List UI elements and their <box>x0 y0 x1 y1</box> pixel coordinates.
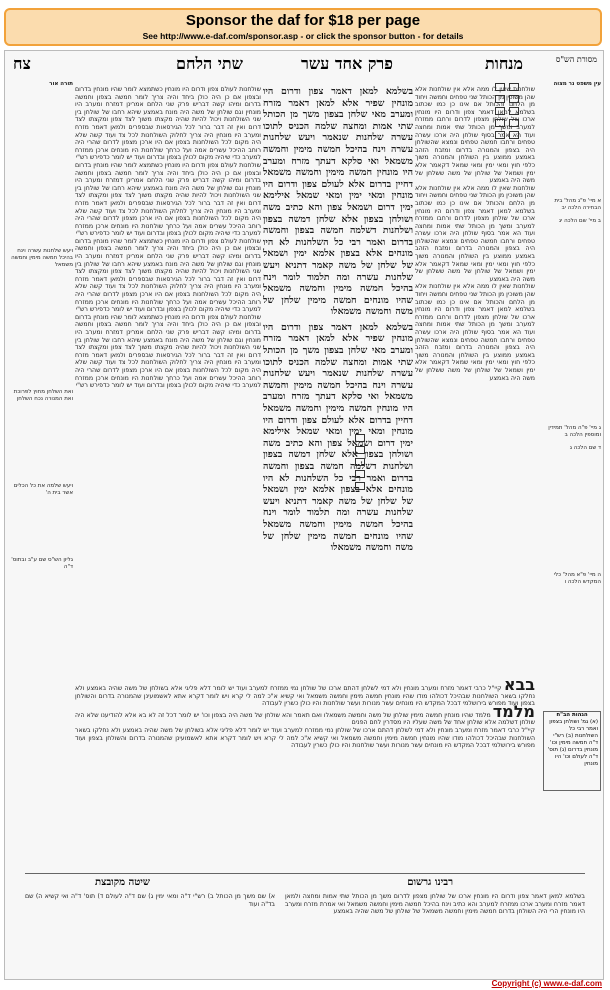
lower-commentary <box>75 681 535 881</box>
sponsor-subtitle[interactable]: See http://www.e-daf.com/sponsor.asp - or click the sponsor button - for details <box>142 31 464 41</box>
talmud-page <box>4 50 604 980</box>
hagahot-box <box>543 711 601 791</box>
left-margin-note-4: גליון הש"ס שם ע"ב ובתוס' ד"ה <box>11 557 73 570</box>
divider-rule <box>25 873 585 874</box>
tosafot-text: שולחנות לעולם צפון ודרום היו מונחין כשתמצא לומר שהיו מונחין בדרום ובצפון אם כן היה כולן ביחד והיה צריך לומר חמשה בצפון וחמשה בדרום ומיהו קשה דבריש פרק שני הלחם אמרינן דמזרח ומערב היו מונחין וגם שולחן של משה היה מונח באמצע שיהא רחבו של שולחן בין שני השולחנות ויכול להיות שהיה מקצתו משוך לצד צפון ומקצתו לצד דרום ואין זה דבר ברור לכל הגירסאות שבספרים ולמאן דאמר מזרח ומערב היו מונחין היה צריך לחלוק השולחנות לכל צד ועוד קשה שלא היה מקום לכל השולחנות בצפון אם היו ארכן מצפון לדרום שהרי היה רוחב ההיכל עשרים אמה ועל כרחך שולחנות היו מונחים ארכן ממזרח למערב כדי שיהיה מקום לכולן בצפון ובדרום ועוד יש לומר כדפירש רש"י <box>75 86 261 162</box>
rashi-column <box>415 86 535 611</box>
left-margin-column <box>7 81 73 851</box>
copyright-link[interactable]: Copyright (c) www.e-daf.com <box>491 979 602 988</box>
shita-mekubetzet-column <box>25 893 275 975</box>
tosafot-column <box>75 86 261 686</box>
masoret-hashas-label: מסורת הש"ס <box>555 55 597 64</box>
lower-text-1 <box>75 681 535 708</box>
sponsor-title[interactable]: Sponsor the daf for $18 per page <box>185 12 421 29</box>
header-daf-number: צח <box>13 54 31 73</box>
header-tractate: מנחות <box>484 54 523 73</box>
tables-diagram <box>495 83 521 151</box>
rashi-text: שולחנות שאין לו ממה אלא אין שולחנות אלא שהן משוכין מן הכותל שני טפחים וחמשה ויחוד מן הלחם והכותל אם אינו כן כמו שכתוב בשלמא למאן דאמר צפון ודרום היו מונחין ארכו של שולחן מצפון לדרום ורחבו ממזרח למערב ומשך מן הכותל שתי אמות ומחצה ועוד הא אמר בסוף שולחן היה ארכו עשרה טפחים ורחבו חמשה טפחים ונמצא שהשולחן היה בצפון והמנורה בדרום ומזבח הזהב באמצע ממוצע בין השולחן והמנורה משוך כלפי חוץ ומאי ימין ומאי שמאל דקאמר אלא ימין ושמאל של שולחן של משה ששלחן של משה היה באמצע <box>415 86 535 185</box>
lower-text-3: קיי"ל כרבי דאמר מזרח ומערב מונחין ולא דמי לשלחן דהתם ארכו של שולחן נמי ממזרח למערב ועוד יש לומר דלא פליגי אלא בשולחן של משה שהיה באמצע ולא נחלקו בשאר השולחנות שבהיכל דכולהו מודו שהיו מונחין חמשה מימין וחמשה משמאל ואי קשיא א"כ למה לי קרא ויש לומר דקרא אתא לאשמועינן שהמנורה בדרום והשולחן בצפון ועוד מפורש בירושלמי דבכל המקדש היו מונחים עשר מנורות ועשר שולחנות והיו כולן כשרין לעבודה <box>75 726 535 750</box>
gemara-text: בשלמא למאן דאמר צפון ודרום היו מונחין שפיר אלא למאן דאמר מזרח ומערב מאי שלחן בצפון משך מן הכותל שתי אמות ומחצה שלמה הכניס לתוכו עשרה שלחנות שנאמר ויעש שלחנות עשרה וינח בהיכל חמשה מימין וחמשה משמאל ואי סלקא דעתך מזרח ומערב היו מונחין חמשה מימין וחמשה משמאל דחיין בדרום אלא לעולם צפון ודרום היו מונחין ומאי ימין ומאי שמאל אילימא ימין דרום ושמאל צפון והא כתיב משה ושולחן בצפון אלא שלחן דמשה בצפון ושלחנות דשלמה חמשה בצפון וחמשה בדרום ואמר רבי כל השלחנות לא היו מונחים אלא בצפון אלמא ימין ושמאל של שלחן של משה קאמר דתניא ויעש שלחנות עשרה ומה תלמוד לומר וינח בהיכל חמשה מימין וחמשה משמאל שהיו מונחים חמשה מימין שלחן של משה וחמשה משמאלו <box>263 86 413 318</box>
ein-mishpat-item-1: א מיי' פ"ג מהל' בית הבחירה הלכה יב <box>554 198 601 211</box>
tosafot-text-repeat: שולחנות לעולם צפון ודרום היו מונחין כשתמצא לומר שהיו מונחין בדרום ובצפון אם כן היה כולן ביחד והיה צריך לומר חמשה בצפון וחמשה בדרום ומיהו קשה דבריש פרק שני הלחם אמרינן דמזרח ומערב היו מונחין וגם שולחן של משה היה מונח באמצע שיהא רחבו של שולחן בין שני השולחנות ויכול להיות שהיה מקצתו משוך לצד צפון ומקצתו לצד דרום ואין זה דבר ברור לכל הגירסאות שבספרים ולמאן דאמר מזרח ומערב היו מונחין היה צריך לחלוק השולחנות לכל צד ועוד קשה שלא היה מקום לכל השולחנות בצפון אם היו ארכן מצפון לדרום שהרי היה רוחב ההיכל עשרים אמה ועל כרחך שולחנות היו מונחים ארכן ממזרח למערב כדי שיהיה מקום לכולן בצפון ובדרום ועוד יש לומר כדפירש רש"י <box>75 161 261 238</box>
lower-heading-word-2: מלמד <box>492 701 535 721</box>
tosafot-text-repeat-2: שולחנות לעולם צפון ודרום היו מונחין כשתמצא לומר שהיו מונחין בדרום ובצפון אם כן היה כולן ביחד והיה צריך לומר חמשה בצפון וחמשה בדרום ומיהו קשה דבריש פרק שני הלחם אמרינן דמזרח ומערב היו מונחין וגם שולחן של משה היה מונח באמצע שיהא רחבו של שולחן בין שני השולחנות ויכול להיות שהיה מקצתו משוך לצד צפון ומקצתו לצד דרום ואין זה דבר ברור לכל הגירסאות שבספרים ולמאן דאמר מזרח ומערב היו מונחין היה צריך לחלוק השולחנות לכל צד ועוד קשה שלא היה מקום לכל השולחנות בצפון אם היו ארכן מצפון לדרום שהרי היה רוחב ההיכל עשרים אמה ועל כרחך שולחנות היו מונחים ארכן ממזרח למערב כדי שיהיה מקום לכולן בצפון ובדרום ועוד יש לומר כדפירש רש"י <box>75 237 261 314</box>
left-margin-note-2: ואת השלחן מחוץ לפרוכת ואת המנורה נכח השלחן <box>13 389 73 402</box>
header-chapter-title: שתי הלחם <box>176 54 243 73</box>
sponsor-banner[interactable] <box>4 8 602 46</box>
ein-mishpat-item-2: ב מיי' שם הלכה יג <box>558 218 601 224</box>
torah-or-label: תורה אור <box>49 81 73 87</box>
rashi-text-cont: שולחנות שאין לו ממה אלא אין שולחנות אלא שהן משוכין מן הכותל שני טפחים וחמשה ויחוד מן הלחם והכותל אם אינו כן כמו שכתוב בשלמא למאן דאמר צפון ודרום היו מונחין ארכו של שולחן מצפון לדרום ורחבו ממזרח למערב ומשך מן הכותל שתי אמות ומחצה ועוד הא אמר בסוף שולחן היה ארכו עשרה טפחים ורחבו חמשה טפחים ונמצא שהשולחן היה בצפון והמנורה בדרום ומזבח הזהב באמצע ממוצע בין השולחן והמנורה משוך כלפי חוץ ומאי ימין ומאי שמאל דקאמר אלא ימין ושמאל של שולחן של משה ששלחן של משה היה באמצע <box>415 184 535 283</box>
gemara-column <box>263 86 413 611</box>
ein-mishpat-item-3: ג מיי' פ"ה מהל' תמידין ומוספין הלכה ב <box>548 425 601 438</box>
rashi-text-cont-2: שולחנות שאין לו ממה אלא אין שולחנות אלא שהן משוכין מן הכותל שני טפחים וחמשה ויחוד מן הלחם והכותל אם אינו כן כמו שכתוב בשלמא למאן דאמר צפון ודרום היו מונחין ארכו של שולחן מצפון לדרום ורחבו ממזרח למערב ומשך מן הכותל שתי אמות ומחצה ועוד הא אמר בסוף שולחן היה ארכו עשרה טפחים ורחבו חמשה טפחים ונמצא שהשולחן היה בצפון והמנורה בדרום ומזבח הזהב באמצע ממוצע בין השולחן והמנורה משוך כלפי חוץ ומאי ימין ומאי שמאל דקאמר אלא ימין ושמאל של שולחן של משה ששלחן של משה היה באמצע <box>415 283 535 382</box>
left-margin-note-3: ויעש שלמה את כל הכלים אשר בית ה' <box>13 483 73 496</box>
tables-diagram-2 <box>351 434 373 504</box>
shita-mekubetzet-heading: שיטה מקובצת <box>95 877 150 888</box>
ein-mishpat-item-5: ה מיי' פ"א מהל' כלי המקדש הלכה ו <box>553 572 601 585</box>
ein-mishpat-label: עין משפט נר מצוה <box>553 81 601 87</box>
lower-text-2 <box>75 701 535 727</box>
rabbeinu-gershom-heading: רבינו גרשום <box>407 877 453 888</box>
lower-text-body: קיי"ל כרבי דאמר מזרח ומערב מונחין ולא דמי לשלחן דהתם ארכו של שולחן נמי ממזרח למערב ועוד יש לומר דלא פליגי אלא בשולחן של משה שהיה באמצע ולא נחלקו בשאר השולחנות שבהיכל דכולהו מודו שהיו מונחין חמשה מימין וחמשה משמאל ואי קשיא א"כ למה לי קרא ויש לומר דקרא אתא לאשמועינן שהמנורה בדרום והשולחן בצפון ועוד מפורש בירושלמי דבכל המקדש היו מונחים עשר מנורות ועשר שולחנות והיו כולן כשרין לעבודה <box>75 685 535 708</box>
tosafot-text-repeat-3: שולחנות לעולם צפון ודרום היו מונחין כשתמצא לומר שהיו מונחין בדרום ובצפון אם כן היה כולן ביחד והיה צריך לומר חמשה בצפון וחמשה בדרום ומיהו קשה דבריש פרק שני הלחם אמרינן דמזרח ומערב היו מונחין וגם שולחן של משה היה מונח באמצע שיהא רחבו של שולחן בין שני השולחנות ויכול להיות שהיה מקצתו משוך לצד צפון ומקצתו לצד דרום ואין זה דבר ברור לכל הגירסאות שבספרים ולמאן דאמר מזרח ומערב היו מונחין היה צריך לחלוק השולחנות לכל צד ועוד קשה שלא היה מקום לכל השולחנות בצפון אם היו ארכן מצפון לדרום שהרי היה רוחב ההיכל עשרים אמה ועל כרחך שולחנות היו מונחים ארכן ממזרח למערב כדי שיהיה מקום לכולן בצפון ובדרום ועוד יש לומר כדפירש רש"י <box>75 313 261 390</box>
rabbeinu-gershom-text: בשלמא למאן דאמר צפון ודרום היו מונחין ארכו של שולחן מצפון לדרום משך מן הכותל שתי אמות ומחצה ולמאן דאמר מזרח ומערב ארכו ממזרח למערב והא כתיב וינח בהיכל חמשה מימין וחמשה משמאל ואי אמרת מזרח ומערב היו מונחין הרי היה השולחן בדרום חמשה מימין וחמשה משמאל של שולחן של משה שהיה באמצע <box>285 893 585 916</box>
hagahot-label: הגהות הב"ח <box>556 712 588 718</box>
ein-mishpat-item-4: ד שם הלכה ג <box>569 445 601 451</box>
gemara-text-cont: בשלמא למאן דאמר צפון ודרום היו מונחין שפיר אלא למאן דאמר מזרח ומערב מאי שלחן בצפון משך מן הכותל שתי אמות ומחצה שלמה הכניס לתוכו עשרה שלחנות שנאמר ויעש שלחנות עשרה וינח בהיכל חמשה מימין וחמשה משמאל ואי סלקא דעתך מזרח ומערב היו מונחין חמשה מימין וחמשה משמאל דחיין בדרום אלא לעולם צפון ודרום היו מונחין ומאי ימין ומאי שמאל אילימא ימין דרום ושמאל צפון והא כתיב משה ושולחן בצפון אלא שלחן דמשה בצפון ושלחנות דשלמה חמשה בצפון וחמשה בדרום ואמר רבי כל השלחנות לא היו מונחים אלא בצפון אלמא ימין ושמאל של שלחן של משה קאמר דתניא ויעש שלחנות עשרה ומה תלמוד לומר וינח בהיכל חמשה מימין וחמשה משמאל שהיו מונחים חמשה מימין שלחן של משה וחמשה משמאלו <box>263 321 413 554</box>
header-chapter-number: פרק אחד עשר <box>301 54 393 73</box>
lower-heading-word: בבא <box>503 681 535 694</box>
page-header <box>5 51 603 73</box>
hagahot-text: (א) גמ' ושולחן בצפון ואמר רבי כל השולחנות (ב) רש"י ד"ה חמשה מימין וכו' מונחין בדרום (ג) תוס' ד"ה לעולם וכו' היו מונחין <box>547 719 598 767</box>
rabbeinu-gershom-column <box>285 893 585 975</box>
lower-text-body-2: מלמד שהיו מונחין חמשה מימין שולחן של משה וחמשה משמאלו ואם תאמר והא שולחן של משה היה בצפון וכו' יש לומר דכל זה לא בא אלא להודיענו שלא היה שולחן דשלמה אלא שולחן אחד של משה שעליו היו מסדרין לחם הפנים <box>75 711 535 727</box>
left-margin-note-1: ויעש שלחנות עשרה וינח בהיכל חמשה מימין וחמשה משמאל <box>11 248 73 268</box>
shita-mekubetzet-text: א) שם משך מן הכותל ב) רש"י ד"ה ומאי ימין ג) שם ד"ה לעולם ד) תוס' ד"ה ואי קשיא ה) שם בד"ה ועוד <box>25 893 275 908</box>
